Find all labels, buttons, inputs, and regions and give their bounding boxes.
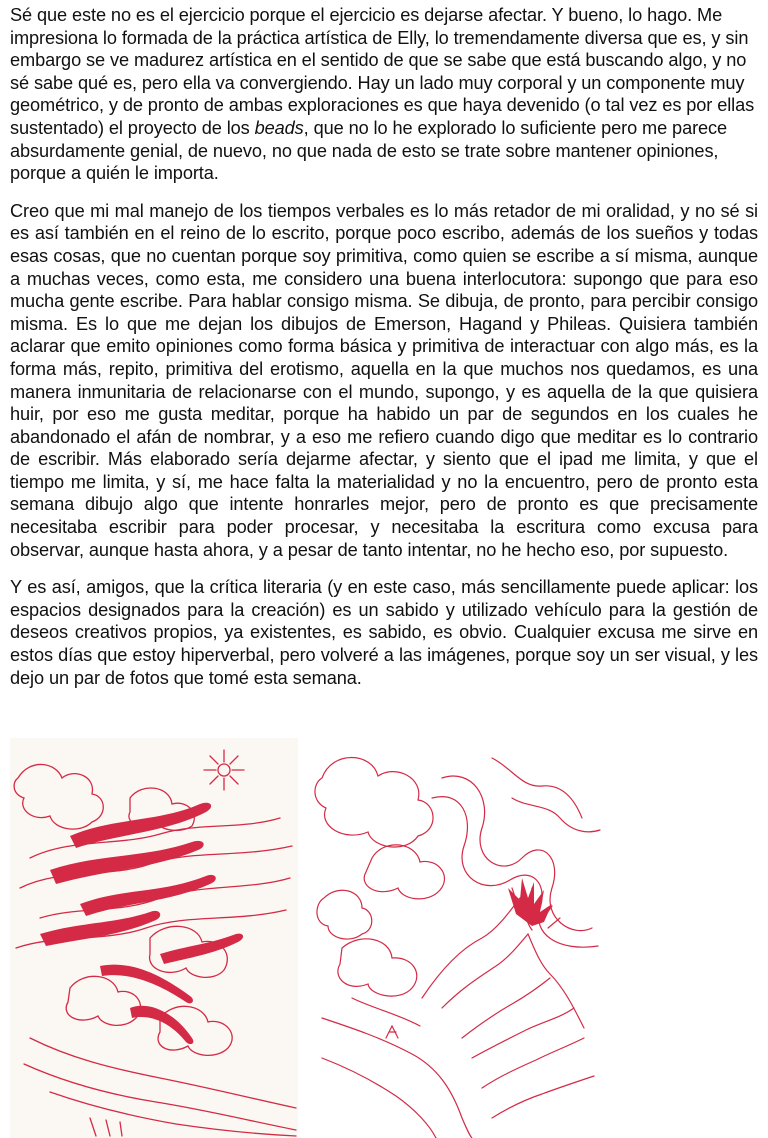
paragraph-2: Creo que mi mal manejo de los tiempos verbales es lo más retador de mi oralidad, y no sé si es así también en el reino de lo escrito, porque poco escribo, además de los sueños y todas esas cosas, que no cuentan porque soy primitiva, como quien se escribe a sí misma, aunque a muchas veces, como esta, me considero una buena interlocutora: supongo que para eso mucha gente escribe. Para hablar consigo misma. Se dibuja, de pronto, para percibir consigo misma. Es lo que me dejan los dibujos de Emerson, Hagand y Phileas. Quisiera también aclarar que emito opiniones como forma básica y primitiva de interactuar con algo más, es la forma más, repito, primitiva del erotismo, aquella en la que muchos nos quedamos, es una manera inmunitaria de relacionarse con el mundo, supongo, y es aquella de la que quisiera huir, por eso me gusta meditar, porque ha habido un par de segundos en los cuales he abandonado el afán de nombrar, y a eso me refiero cuando digo que meditar es lo contrario de escribir. Más elaborado sería dejarme afectar, y siento que el ipad me limita, y que el tiempo me limita, y sí, me hace falta la materialidad y no la encuentro, pero de pronto esta semana dibujo algo que intente honrarles mejor, pero de pronto es que precisamente necesitaba escribir para poder procesar, y necesitaba la escritura como excusa para observar, aunque hasta ahora, y a pesar de tanto intentar, no he hecho eso, por supuesto. xyxy=(10,200,758,560)
paragraph-1 xyxy=(10,4,758,185)
photo-gallery xyxy=(10,738,600,1138)
photo-drawing-right[interactable] xyxy=(312,738,602,1138)
paragraph-1-text-a: Sé que este no es el ejercicio porque el ejercicio es dejarse afectar. Y bueno, lo hago. Me impresiona lo formada de la práctica artística de Elly, lo tremendamente diversa que es, y sin embargo se ve madurez artística en el sentido de que se sabe que está buscando algo, y no sé sabe qué es, pero ella va convergiendo. Hay un lado muy corporal y un componente muy geométrico, y de pronto de ambas exploraciones es que haya devenido (o tal vez es por ellas sustentado) el proyecto de los xyxy=(10,5,755,138)
drawing-left-illustration xyxy=(10,738,298,1138)
drawing-right-illustration xyxy=(312,738,602,1138)
paragraph-1-emphasis: beads xyxy=(254,117,304,138)
paragraph-3: Y es así, amigos, que la crítica literaria (y en este caso, más sencillamente puede aplicar: los espacios designados para la creación) es un sabido y utilizado vehículo para la gestión de deseos creativos propios, ya existentes, es sabido, es obvio. Cualquier excusa me sirve en estos días que estoy hiperverbal, pero volveré a las imágenes, porque soy un ser visual, y les dejo un par de fotos que tomé esta semana. xyxy=(10,577,758,688)
photo-drawing-left[interactable] xyxy=(10,738,298,1138)
paragraph-1-text-b: , que no lo he explorado lo suficiente pero me parece absurdamente genial, de nuevo, no que nada de esto se trate sobre mantener opiniones, porque a quién le importa. xyxy=(10,117,728,184)
